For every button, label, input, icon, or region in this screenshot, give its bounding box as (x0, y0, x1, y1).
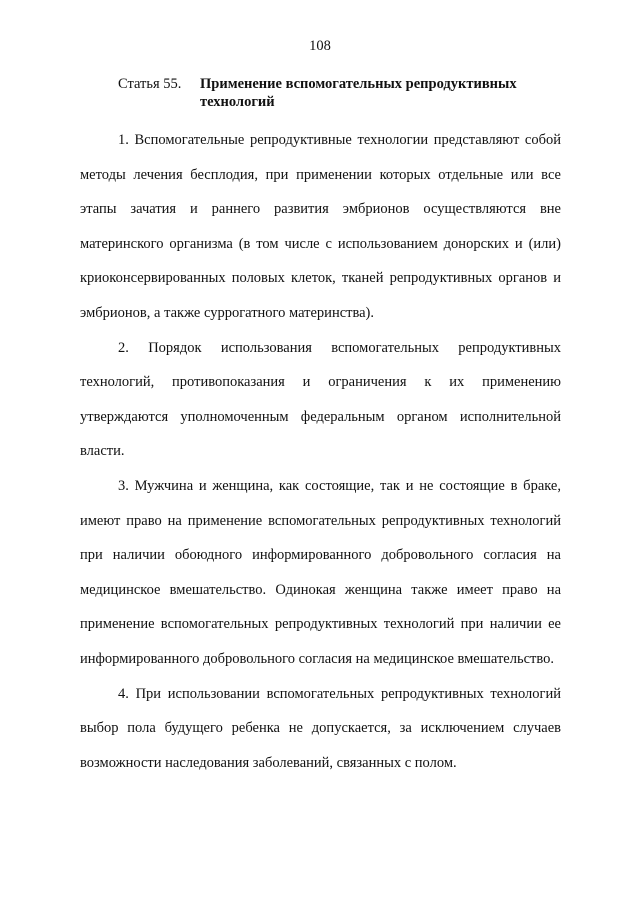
page-number: 108 (309, 38, 331, 54)
article-label: Статья 55. (118, 76, 182, 92)
paragraph-2: 2. Порядок использования вспомогательных репродуктивных технологий, противопоказания и ограничения к их применению утверждаются уполномоченным федеральным органом исполнительной власти. (80, 339, 561, 460)
paragraph-1: 1. Вспомогательные репродуктивные технологии представляют собой методы лечения бесплодия, при применении которых отдельные или все этапы зачатия и раннего развития эмбрионов осуществляются вне материнского организма (в том числе с использованием донорских и (или) криоконсервированных половых клеток, тканей репродуктивных органов и эмбрионов, а также суррогатного материнства). (80, 132, 561, 321)
article-body (80, 123, 561, 780)
article-title: Применение вспомогательных репродуктивных технологий (200, 76, 517, 110)
paragraph-3: 3. Мужчина и женщина, как состоящие, так и не состоящие в браке, имеют право на применение вспомогательных репродуктивных технологий при наличии обоюдного информированного добровольного согласия на медицинское вмешательство. Одинокая женщина также имеет право на применение вспомогательных репродуктивных технологий при наличии ее информированного добровольного согласия на медицинское вмешательство. (80, 477, 561, 667)
article-heading (118, 75, 558, 111)
paragraph-4: 4. При использовании вспомогательных репродуктивных технологий выбор пола будущего ребенка не допускается, за исключением случаев возможности наследования заболеваний, связанных с полом. (80, 685, 561, 771)
